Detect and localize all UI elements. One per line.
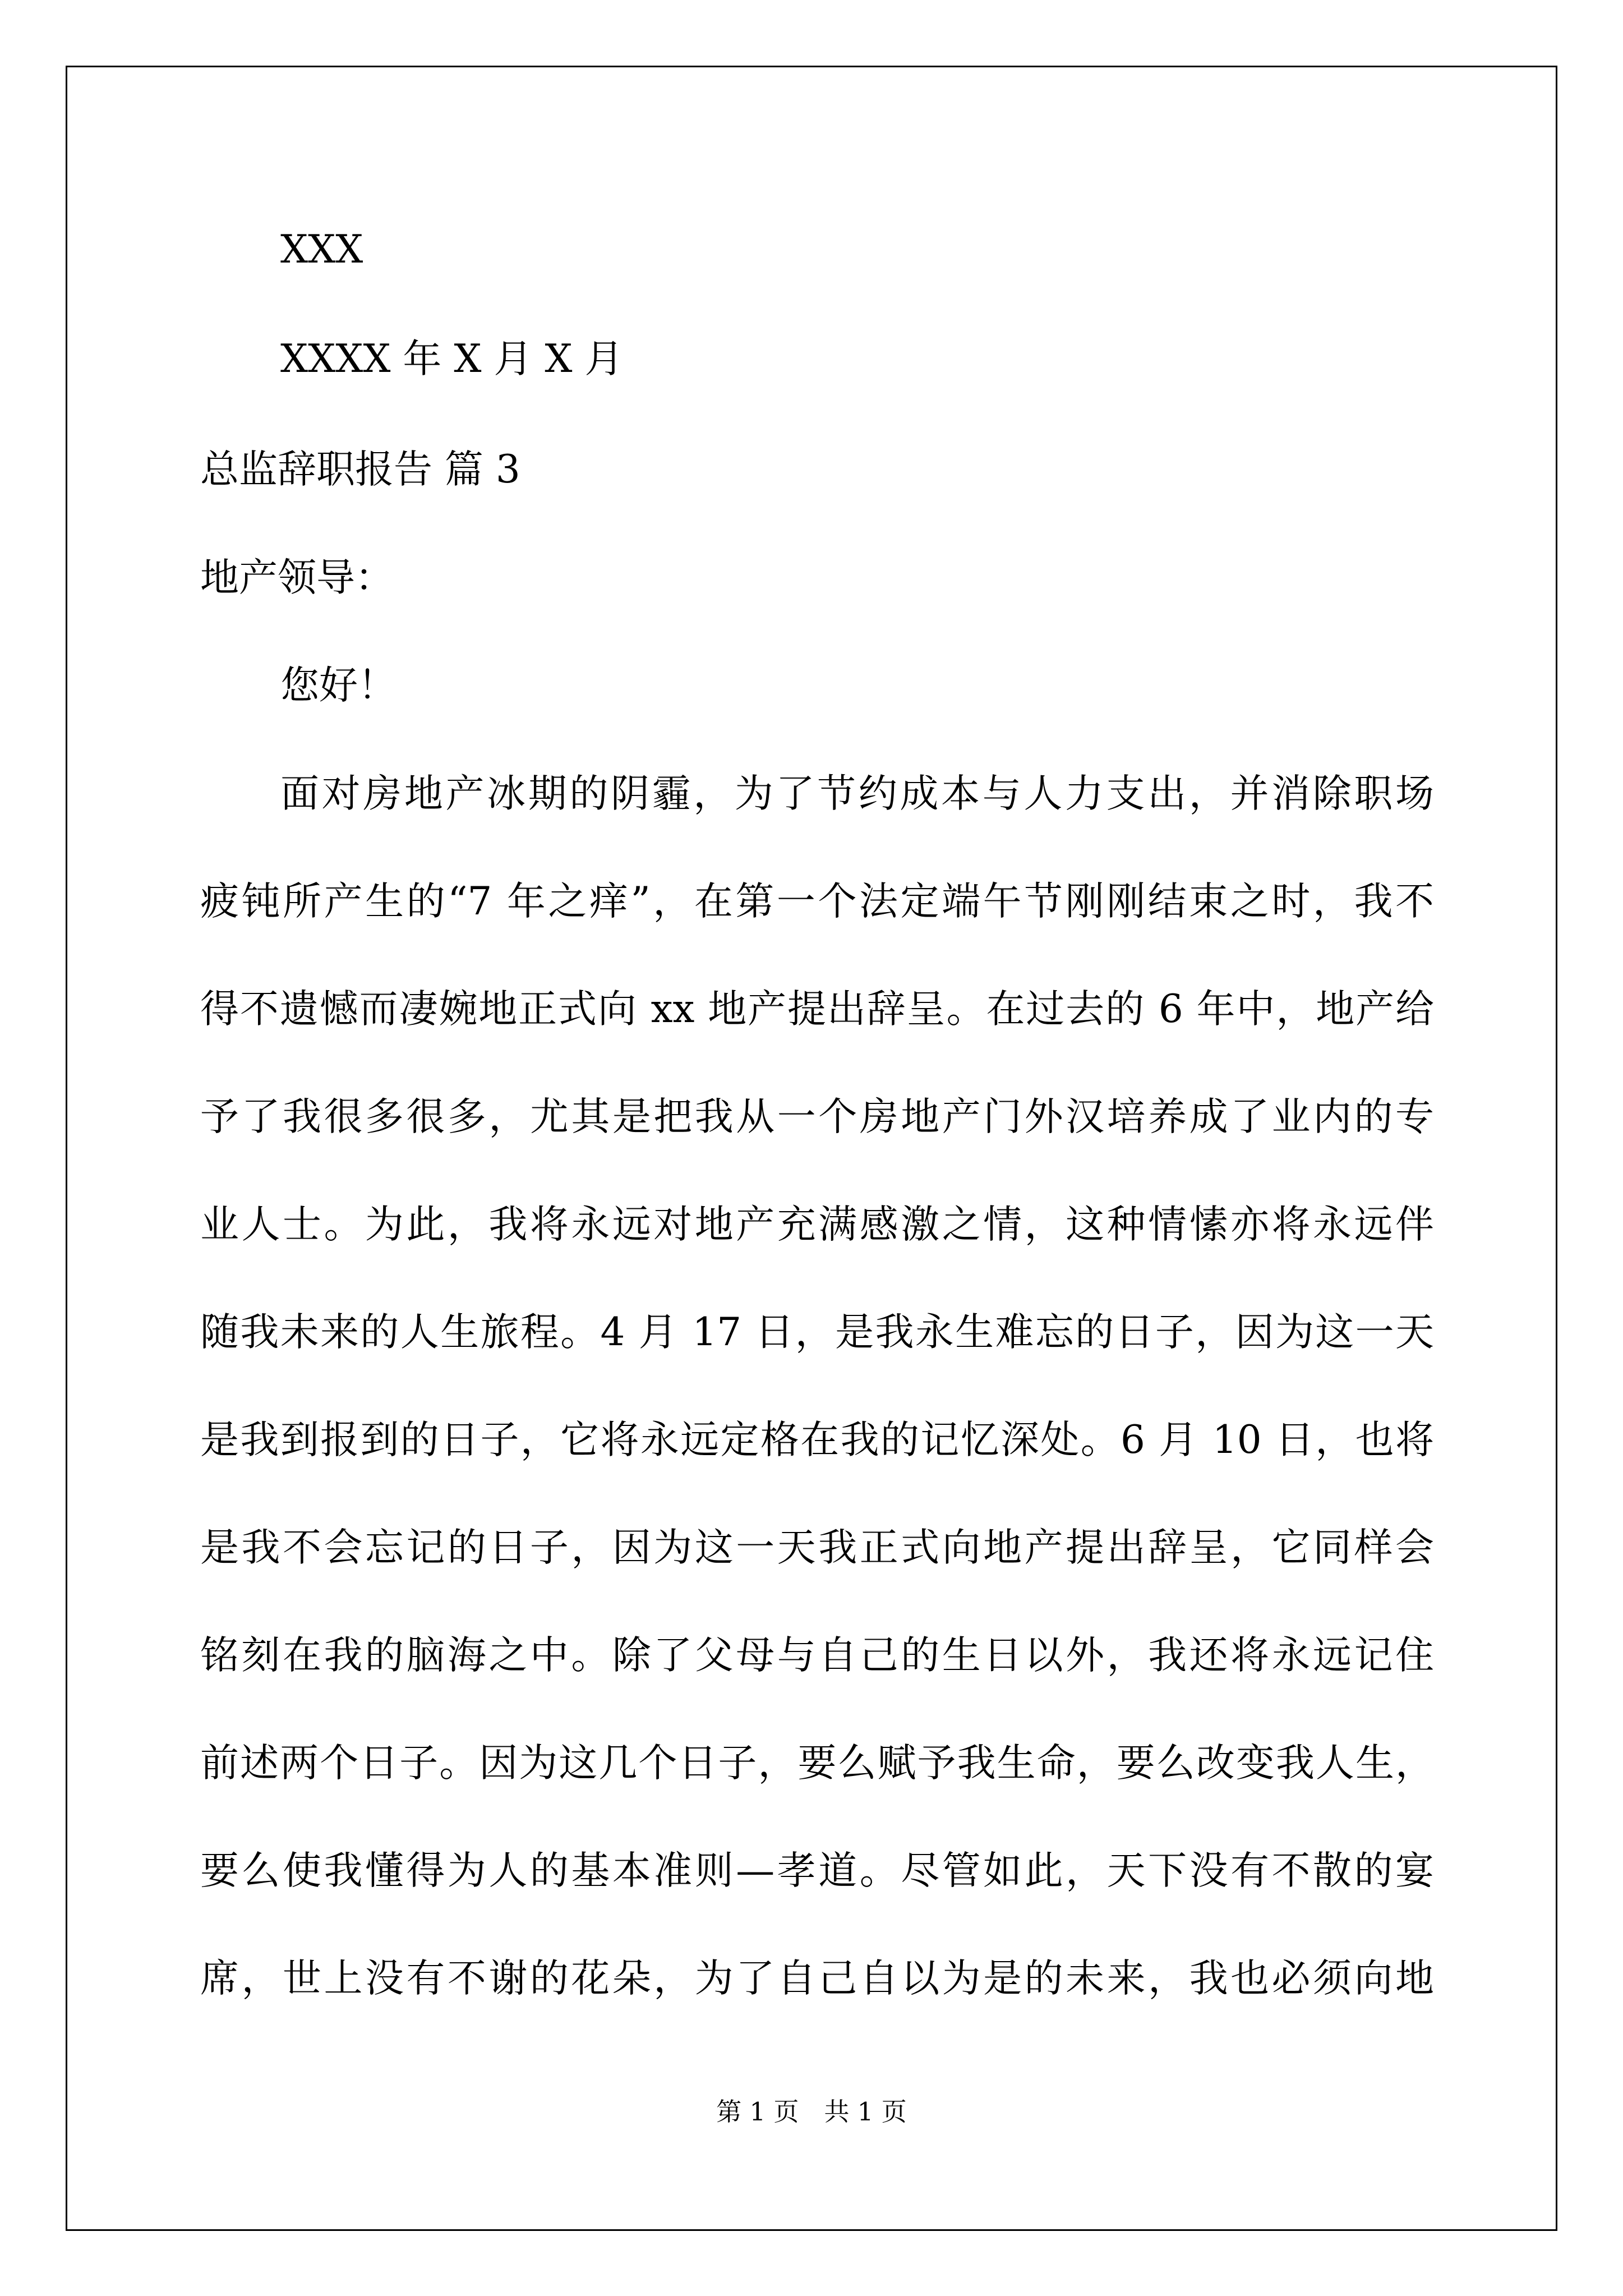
salutation: 地产领导： [200, 555, 394, 600]
body-line: 要么使我懂得为人的基本准则—孝道。尽管如此，天下没有不散的宴 [200, 1848, 1434, 1893]
body-line: 是我到报到的日子，它将永远定格在我的记忆深处。6 月 10 日，也将 [200, 1418, 1434, 1462]
body-line: 业人士。为此，我将永远对地产充满感激之情，这种情愫亦将永远伴 [200, 1202, 1434, 1247]
page-footer: 第 1 页 共 1 页 [716, 2097, 907, 2127]
body-line: 得不遗憾而凄婉地正式向 xx 地产提出辞呈。在过去的 6 年中，地产给 [200, 987, 1434, 1032]
body-line: 铭刻在我的脑海之中。除了父母与自己的生日以外，我还将永远记住 [200, 1633, 1434, 1678]
section-title: 总监辞职报告 篇 3 [200, 447, 520, 492]
greeting: 您好！ [280, 663, 396, 708]
body-line: 前述两个日子。因为这几个日子，要么赋予我生命，要么改变我人生， [200, 1741, 1434, 1786]
body-line: 随我未来的人生旅程。4 月 17 日，是我永生难忘的日子，因为这一天 [200, 1310, 1434, 1355]
body-line: 面对房地产冰期的阴霾，为了节约成本与人力支出，并消除职场 [280, 771, 1434, 816]
body-line: 予了我很多很多，尤其是把我从一个房地产门外汉培养成了业内的专 [200, 1094, 1434, 1139]
body-line: 是我不会忘记的日子，因为这一天我正式向地产提出辞呈，它同样会 [200, 1525, 1434, 1570]
signature-date: XXXX 年 X 月 X 月 [280, 337, 624, 381]
signature-name: XXX [280, 227, 363, 272]
body-line: 席，世上没有不谢的花朵，为了自己自以为是的未来，我也必须向地 [200, 1956, 1434, 2001]
body-line: 疲钝所产生的“7 年之痒”，在第一个法定端午节刚刚结束之时，我不 [200, 879, 1434, 924]
